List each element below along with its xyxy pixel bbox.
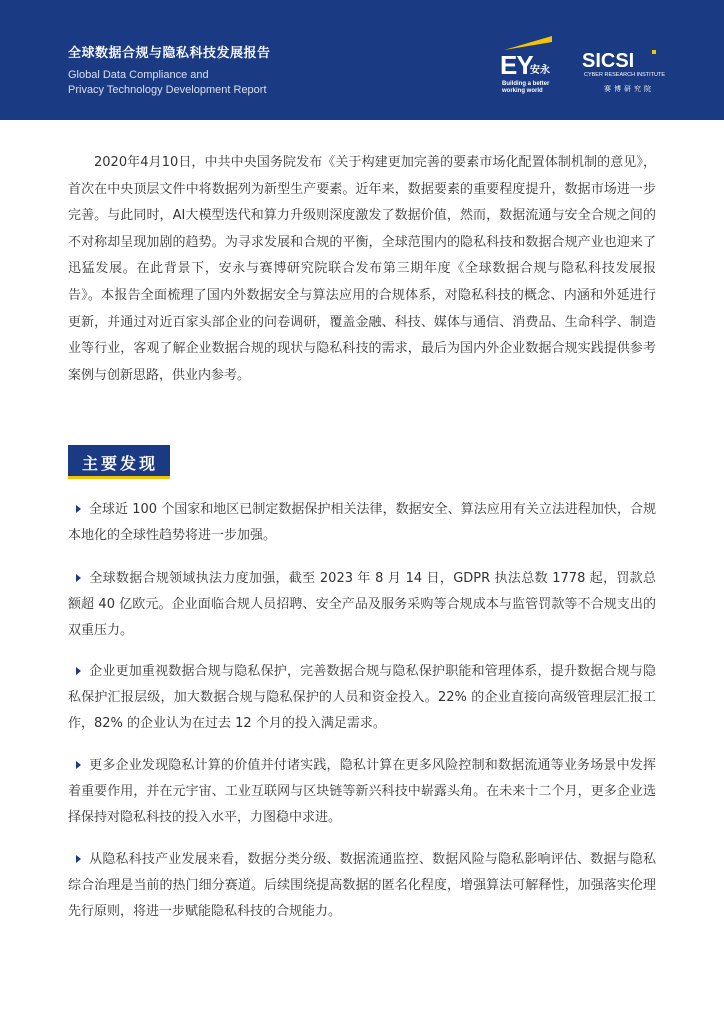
bullet-arrow-icon	[76, 574, 81, 582]
finding-item	[68, 497, 656, 549]
intro-paragraph: 2020年4月10日，中共中央国务院发布《关于构建更加完善的要素市场化配置体制机制的意见》，首次在中央顶层文件中将数据列为新型生产要素。近年来，数据要素的重要程度提升，数据市场进一步完善。与此同时，AI大模型迭代和算力升级则深度激发了数据价值，然而，数据流通与安全合规之间的不对称却呈现加剧的趋势。为寻求发展和合规的平衡，全球范围内的隐私科技和数据合规产业也迎来了迅猛发展。在此背景下，安永与赛博研究院联合发布第三期年度《全球数据合规与隐私科技发展报告》。本报告全面梳理了国内外数据安全与算法应用的合规体系，对隐私科技的概念、内涵和外延进行更新，并通过对近百家头部企业的问卷调研，覆盖金融、科技、媒体与通信、消费品、生命科学、制造业等行业，客观了解企业数据合规的现状与隐私科技的需求，最后为国内外企业数据合规实践提供参考案例与创新思路，供业内参考。	[68, 155, 656, 383]
finding-item	[68, 753, 656, 831]
bullet-arrow-icon	[76, 667, 81, 675]
report-title-en-line1: Global Data Compliance and	[68, 69, 209, 81]
finding-text: 更多企业发现隐私计算的价值并付诸实践，隐私计算在更多风险控制和数据流通等业务场景中发挥着重要作用，并在元宇宙、工业互联网与区块链等新兴科技中崭露头角。在未来十二个月，更多企业选择保持对隐私科技的投入水平，力图稳中求进。	[68, 758, 656, 825]
bullet-arrow-icon	[76, 855, 81, 863]
bullet-arrow-icon	[76, 761, 81, 769]
finding-text: 全球数据合规领域执法力度加强，截至 2023 年 8 月 14 日，GDPR 执法总数 1778 起，罚款总额超 40 亿欧元。企业面临合规人员招聘、安全产品及服务采购等合规成本与监管罚款等不合规支出的双重压力。	[68, 571, 656, 638]
finding-text: 企业更加重视数据合规与隐私保护，完善数据合规与隐私保护职能和管理体系，提升数据合规与隐私保护汇报层级，加大数据合规与隐私保护的人员和资金投入。22% 的企业直接向高级管理层汇报工作，82% 的企业认为在过去 12 个月的投入满足需求。	[68, 664, 656, 731]
finding-item	[68, 847, 656, 925]
section-heading-text: 主要发现	[82, 454, 159, 473]
sicsi-accent-dot	[652, 50, 656, 54]
report-title-en-line2: Privacy Technology Development Report	[68, 84, 267, 96]
sicsi-logo	[582, 50, 665, 100]
ey-logo	[500, 36, 556, 98]
ey-beam-icon	[504, 36, 552, 50]
sicsi-logo-subtitle: CYBER RESEARCH INSTITUTE	[584, 72, 665, 78]
sicsi-logo-name-cn: 赛博研究院	[604, 85, 654, 93]
report-title-cn: 全球数据合规与隐私科技发展报告	[68, 46, 271, 61]
ey-logo-mark: EY	[500, 50, 533, 80]
finding-item	[68, 659, 656, 737]
ey-tagline-line2: working world	[502, 88, 543, 94]
finding-text: 从隐私科技产业发展来看，数据分类分级、数据流通监控、数据风险与隐私影响评估、数据与隐私综合治理是当前的热门细分赛道。后续围绕提高数据的匿名化程度，增强算法可解释性，加强落实伦理先行原则，将进一步赋能隐私科技的合规能力。	[68, 852, 656, 919]
report-header	[0, 0, 724, 120]
section-heading	[68, 445, 170, 479]
finding-text: 全球近 100 个国家和地区已制定数据保护相关法律，数据安全、算法应用有关立法进程加快，合规本地化的全球性趋势将进一步加强。	[68, 502, 656, 543]
bullet-arrow-icon	[76, 505, 81, 513]
sicsi-logo-mark: SICSI	[582, 50, 635, 72]
ey-tagline-line1: Building a better	[502, 81, 550, 87]
finding-item	[68, 566, 656, 644]
ey-logo-name-cn: 安永	[530, 65, 550, 76]
